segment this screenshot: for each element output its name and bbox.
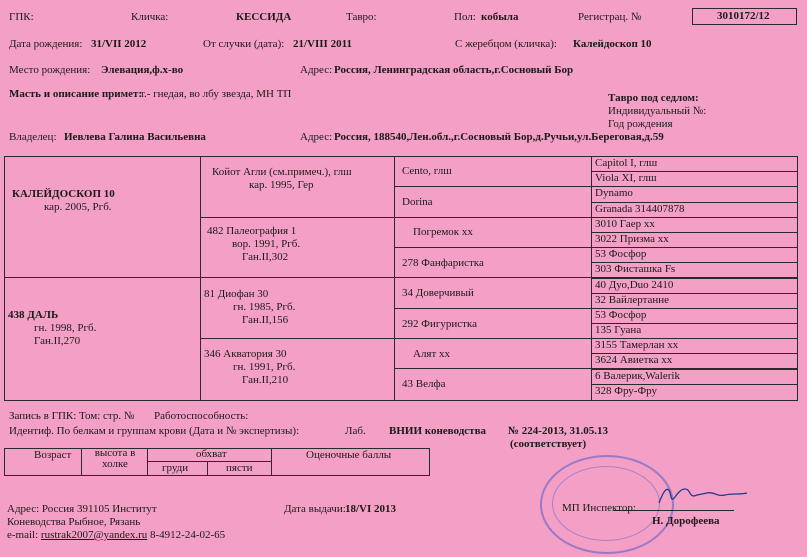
- gen4-5: 3010 Гаер хх: [595, 218, 655, 230]
- gpk-record: Запись в ГПК: Том: стр. №: [9, 410, 135, 422]
- footer-address-1: Адрес: Россия 391105 Институт: [7, 503, 157, 515]
- gen4-10: 32 Вайлертанне: [595, 294, 670, 306]
- inspector-name: Н. Дорофеева: [652, 515, 720, 527]
- gen4-7: 53 Фосфор: [595, 248, 647, 260]
- gen2-2-line2: вор. 1991, Ргб.: [232, 238, 301, 250]
- email-link[interactable]: rustrak2007@yandex.ru: [40, 529, 148, 541]
- scores-header: Оценочные баллы: [306, 449, 392, 461]
- girth-header: обхват: [196, 448, 227, 460]
- gen3-8: 43 Велфа: [402, 378, 446, 390]
- dam-name: 438 ДАЛЬ: [8, 309, 59, 321]
- gen4-11: 53 Фосфор: [595, 309, 647, 321]
- sire-details: кар. 2005, Ргб.: [44, 201, 112, 213]
- name-label: Кличка:: [131, 11, 169, 23]
- gen4-16: 328 Фру-Фру: [595, 385, 658, 397]
- gen2-2-line1: 482 Палеография 1: [207, 225, 297, 237]
- owner-value: Иевлева Галина Васильевна: [64, 131, 206, 143]
- birthplace-address: Россия, Ленинградская область,г.Сосновый Бор: [334, 64, 574, 76]
- gen4-15: 6 Валерик,Walerik: [595, 370, 680, 382]
- gen4-1: Capitol I, глш: [595, 157, 658, 169]
- mating-value: 21/VIII 2011: [293, 38, 352, 50]
- pastern-header: пясти: [226, 462, 253, 474]
- gen3-3: Погремок хх: [413, 226, 473, 238]
- gen4-14: 3624 Авиетка хх: [595, 354, 673, 366]
- gen2-3-line3: Ган.II,156: [242, 314, 289, 326]
- reg-label: Регистрац. №: [578, 11, 642, 23]
- birthplace-address-label: Адрес:: [300, 64, 333, 76]
- gen4-2: Viola XI, глш: [595, 172, 657, 184]
- email-label: e-mail:: [7, 529, 39, 541]
- sex-label: Пол:: [454, 11, 476, 23]
- birth-year-label: Год рождения: [608, 118, 673, 130]
- gen2-3-line2: гн. 1985, Ргб.: [233, 301, 296, 313]
- stallion-label: С жеребцом (кличка):: [455, 38, 557, 50]
- birthplace-value: Элевация,ф.х-во: [101, 64, 184, 76]
- gen3-1: Cento, глш: [402, 165, 452, 177]
- owner-address: Россия, 188540,Лен.обл.,г.Сосновый Бор,д.Ручьи,ул.Береговая,д.59: [334, 131, 664, 143]
- individual-no-label: Индивидуальный №:: [608, 105, 707, 117]
- brand-label: Тавро:: [346, 11, 377, 23]
- gen4-13: 3155 Тамерлан хх: [595, 339, 679, 351]
- performance-label: Работоспособность:: [154, 410, 249, 422]
- footer-address-2: Коневодства Рыбное, Рязань: [7, 516, 141, 528]
- age-header: Возраст: [34, 449, 72, 461]
- owner-label: Владелец:: [9, 131, 57, 143]
- gen2-1-line1: Койот Агли (см.примеч.), глш: [212, 166, 352, 178]
- saddle-brand-label: Тавро под седлом:: [608, 92, 699, 104]
- stallion-value: Калейдоскоп 10: [573, 38, 652, 50]
- gen4-6: 3022 Призма хх: [595, 233, 669, 245]
- sire-name: КАЛЕЙДОСКОП 10: [12, 188, 115, 200]
- gen3-2: Dorina: [402, 196, 433, 208]
- issue-date-value: 18/VI 2013: [345, 503, 397, 515]
- birth-date-value: 31/VII 2012: [91, 38, 147, 50]
- gen2-4-line2: гн. 1991, Ргб.: [233, 361, 296, 373]
- birth-date-label: Дата рождения:: [9, 38, 83, 50]
- gen2-4-line3: Ган.II,210: [242, 374, 289, 386]
- horse-name: КЕССИДА: [236, 11, 292, 23]
- gen3-6: 292 Фигуристка: [402, 318, 477, 330]
- owner-address-label: Адрес:: [300, 131, 333, 143]
- expertise-note: (соответствует): [510, 438, 587, 450]
- reg-number: 3010172/12: [717, 10, 770, 22]
- gpk-label: ГПК:: [9, 11, 34, 23]
- blood-test-label: Идентиф. По белкам и группам крови (Дата и № экспертизы):: [9, 425, 300, 437]
- footer-contact: [7, 529, 225, 542]
- gen4-9: 40 Дуо,Duo 2410: [595, 279, 674, 291]
- birthplace-label: Место рождения:: [9, 64, 91, 76]
- gen2-3-line1: 81 Диофан 30: [204, 288, 269, 300]
- color-label: Масть и описание примет:: [9, 88, 143, 100]
- dam-line2: Ган.II,270: [34, 335, 81, 347]
- gen2-1-line2: кар. 1995, Гер: [249, 179, 314, 191]
- gen2-4-line1: 346 Акватория 30: [204, 348, 287, 360]
- gen4-3: Dynamo: [595, 187, 633, 199]
- mp-inspector-label: МП Инспектор:: [562, 502, 636, 514]
- gen4-8: 303 Фисташка Fs: [595, 263, 676, 275]
- height-header: высота в холке: [94, 447, 136, 470]
- color-value: т.- гнедая, во лбу звезда, МН ТП: [140, 88, 292, 100]
- gen3-7: Алят хх: [413, 348, 451, 360]
- lab-value: ВНИИ коневодства: [389, 425, 487, 437]
- sex-value: кобыла: [481, 11, 519, 23]
- gen4-12: 135 Гуана: [595, 324, 642, 336]
- mating-label: От случки (дата):: [203, 38, 285, 50]
- dam-line1: гн. 1998, Ргб.: [34, 322, 97, 334]
- gen3-5: 34 Доверчивый: [402, 287, 474, 299]
- expertise-value: № 224-2013, 31.05.13: [508, 425, 608, 437]
- gen2-2-line3: Ган.II,302: [242, 251, 289, 263]
- gen3-4: 278 Фанфаристка: [402, 257, 484, 269]
- lab-label: Лаб.: [345, 425, 366, 437]
- reg-number-box: [692, 8, 797, 25]
- gen4-4: Granada 314407878: [595, 203, 685, 215]
- issue-date-label: Дата выдачи:: [284, 503, 346, 515]
- phone: 8-4912-24-02-65: [150, 529, 226, 541]
- chest-header: груди: [162, 462, 189, 474]
- inspector-signature: [655, 483, 750, 507]
